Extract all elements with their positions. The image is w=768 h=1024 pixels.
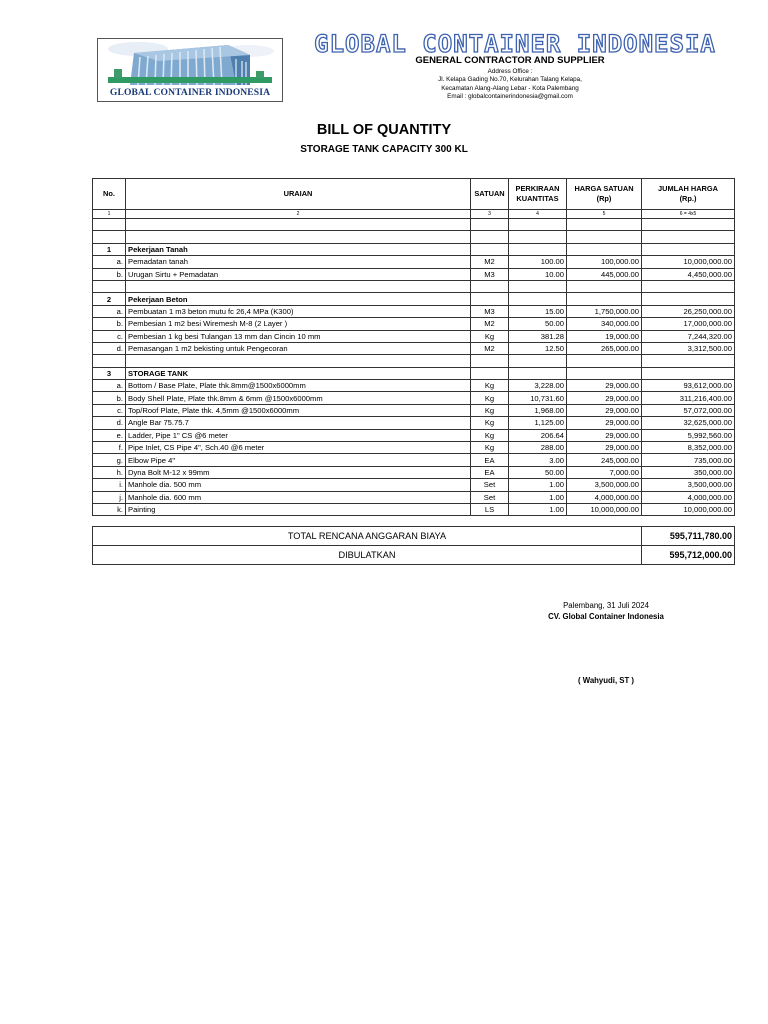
item-unit: Kg xyxy=(471,392,509,404)
empty-cell xyxy=(93,355,126,367)
table-footer xyxy=(93,516,735,565)
document-title: BILL OF QUANTITY xyxy=(316,122,452,138)
item-description: Manhole dia. 500 mm xyxy=(126,479,471,491)
item-number: c. xyxy=(93,330,126,342)
total-label: TOTAL RENCANA ANGGARAN BIAYA xyxy=(93,527,642,546)
item-row xyxy=(93,268,735,280)
spacer-cell xyxy=(93,516,735,527)
item-quantity: 288.00 xyxy=(509,442,567,454)
item-description: Body Shell Plate, Plate thk.8mm & 6mm @1500x6000mm xyxy=(126,392,471,404)
empty-cell xyxy=(471,243,509,255)
item-number: j. xyxy=(93,491,126,503)
item-description: Pemasangan 1 m2 bekisting untuk Pengecoran xyxy=(126,342,471,354)
rounded-value: 595,712,000.00 xyxy=(642,546,735,565)
header-uraian: URAIAN xyxy=(126,179,471,210)
empty-cell xyxy=(642,280,735,292)
empty-cell xyxy=(509,293,567,305)
item-row xyxy=(93,256,735,268)
item-row xyxy=(93,466,735,478)
item-row xyxy=(93,342,735,354)
section-number: 2 xyxy=(93,293,126,305)
section-row xyxy=(93,243,735,255)
item-unit-price: 29,000.00 xyxy=(567,404,642,416)
item-description: Pipe Inlet, CS Pipe 4", Sch.40 @6 meter xyxy=(126,442,471,454)
empty-cell xyxy=(567,367,642,379)
item-quantity: 10,731.60 xyxy=(509,392,567,404)
empty-row xyxy=(93,231,735,243)
section-title: Pekerjaan Tanah xyxy=(126,243,471,255)
empty-cell xyxy=(471,367,509,379)
item-unit: Kg xyxy=(471,404,509,416)
item-unit: Set xyxy=(471,491,509,503)
empty-cell xyxy=(509,355,567,367)
header-unit-price-line-1: HARGA SATUAN xyxy=(574,184,634,193)
total-row xyxy=(93,527,735,546)
item-number: e. xyxy=(93,429,126,441)
item-total-price: 32,625,000.00 xyxy=(642,417,735,429)
header-unit-price xyxy=(567,179,642,210)
empty-cell xyxy=(471,231,509,243)
item-unit-price: 29,000.00 xyxy=(567,417,642,429)
item-quantity: 381.28 xyxy=(509,330,567,342)
empty-cell xyxy=(509,219,567,231)
item-unit-price: 29,000.00 xyxy=(567,429,642,441)
item-quantity: 1.00 xyxy=(509,503,567,515)
item-quantity: 1.00 xyxy=(509,491,567,503)
column-index: 6 = 4x5 xyxy=(642,210,735,219)
empty-cell xyxy=(567,231,642,243)
item-description: Pemadatan tanah xyxy=(126,256,471,268)
item-total-price: 735,000.00 xyxy=(642,454,735,466)
empty-cell xyxy=(642,355,735,367)
signature-company: CV. Global Container Indonesia xyxy=(548,612,664,621)
empty-cell xyxy=(471,219,509,231)
header-total-price-line-2: (Rp.) xyxy=(679,194,697,203)
item-quantity: 12.50 xyxy=(509,342,567,354)
item-unit: Kg xyxy=(471,417,509,429)
section-number: 3 xyxy=(93,367,126,379)
item-total-price: 4,450,000.00 xyxy=(642,268,735,280)
header-quantity-line-1: PERKIRAAN xyxy=(515,184,560,193)
item-number: b. xyxy=(93,392,126,404)
header-satuan: SATUAN xyxy=(471,179,509,210)
item-number: i. xyxy=(93,479,126,491)
item-description: Bottom / Base Plate, Plate thk.8mm@1500x6000mm xyxy=(126,380,471,392)
header-total-price xyxy=(642,179,735,210)
item-unit-price: 100,000.00 xyxy=(567,256,642,268)
section-row xyxy=(93,293,735,305)
column-index-row xyxy=(93,210,735,219)
item-unit-price: 29,000.00 xyxy=(567,442,642,454)
item-row xyxy=(93,330,735,342)
empty-cell xyxy=(93,231,126,243)
item-total-price: 93,612,000.00 xyxy=(642,380,735,392)
spacer-row xyxy=(93,516,735,527)
item-total-price: 311,216,400.00 xyxy=(642,392,735,404)
item-row xyxy=(93,404,735,416)
empty-cell xyxy=(471,280,509,292)
logo-caption: GLOBAL CONTAINER INDONESIA xyxy=(109,87,271,98)
item-unit: Kg xyxy=(471,429,509,441)
item-unit-price: 445,000.00 xyxy=(567,268,642,280)
empty-row xyxy=(93,280,735,292)
item-description: Top/Roof Plate, Plate thk. 4,5mm @1500x6000mm xyxy=(126,404,471,416)
empty-cell xyxy=(126,280,471,292)
item-quantity: 206.64 xyxy=(509,429,567,441)
bill-of-quantity-table xyxy=(92,178,735,565)
item-unit: Kg xyxy=(471,442,509,454)
item-unit-price: 1,750,000.00 xyxy=(567,305,642,317)
item-unit: Kg xyxy=(471,330,509,342)
address-label: Address Office : xyxy=(487,68,533,75)
empty-cell xyxy=(642,367,735,379)
item-unit: M2 xyxy=(471,318,509,330)
item-total-price: 3,312,500.00 xyxy=(642,342,735,354)
item-unit-price: 265,000.00 xyxy=(567,342,642,354)
item-unit-price: 245,000.00 xyxy=(567,454,642,466)
item-unit: M3 xyxy=(471,305,509,317)
item-unit: EA xyxy=(471,466,509,478)
item-unit-price: 3,500,000.00 xyxy=(567,479,642,491)
item-row xyxy=(93,429,735,441)
item-unit: M2 xyxy=(471,256,509,268)
item-quantity: 15.00 xyxy=(509,305,567,317)
item-description: Ladder, Pipe 1" CS @6 meter xyxy=(126,429,471,441)
empty-row xyxy=(93,355,735,367)
item-unit-price: 19,000.00 xyxy=(567,330,642,342)
rounded-row xyxy=(93,546,735,565)
empty-cell xyxy=(471,293,509,305)
address-line-1: Jl. Kelapa Gading No.70, Kelurahan Talang Kelapa, xyxy=(438,76,582,83)
item-row xyxy=(93,305,735,317)
total-value: 595,711,780.00 xyxy=(642,527,735,546)
item-number: b. xyxy=(93,268,126,280)
empty-cell xyxy=(509,231,567,243)
item-quantity: 50.00 xyxy=(509,466,567,478)
column-index: 2 xyxy=(126,210,471,219)
item-description: Manhole dia. 600 mm xyxy=(126,491,471,503)
item-description: Dyna Bolt M-12 x 99mm xyxy=(126,466,471,478)
item-description: Pembesian 1 m2 besi Wiremesh M-8 (2 Layer ) xyxy=(126,318,471,330)
section-number: 1 xyxy=(93,243,126,255)
header-quantity xyxy=(509,179,567,210)
item-number: d. xyxy=(93,342,126,354)
empty-cell xyxy=(567,355,642,367)
signature-name: ( Wahyudi, ST ) xyxy=(577,676,635,685)
item-total-price: 10,000,000.00 xyxy=(642,256,735,268)
item-number: k. xyxy=(93,503,126,515)
empty-cell xyxy=(509,367,567,379)
empty-cell xyxy=(93,219,126,231)
item-row xyxy=(93,503,735,515)
header-unit-price-line-2: (Rp) xyxy=(596,194,612,203)
section-title: Pekerjaan Beton xyxy=(126,293,471,305)
address-line-2: Kecamatan Alang-Alang Lebar - Kota Palembang xyxy=(441,85,579,92)
header-total-price-line-1: JUMLAH HARGA xyxy=(658,184,718,193)
item-description: Urugan Sirtu + Pemadatan xyxy=(126,268,471,280)
item-number: a. xyxy=(93,380,126,392)
empty-cell xyxy=(567,280,642,292)
header-no: No. xyxy=(93,179,126,210)
item-quantity: 3.00 xyxy=(509,454,567,466)
signature-place-date: Palembang, 31 Juli 2024 xyxy=(563,601,649,610)
item-row xyxy=(93,454,735,466)
header-quantity-line-2: KUANTITAS xyxy=(516,194,559,203)
item-quantity: 50.00 xyxy=(509,318,567,330)
empty-cell xyxy=(126,355,471,367)
empty-cell xyxy=(642,231,735,243)
item-total-price: 10,000,000.00 xyxy=(642,503,735,515)
column-index: 1 xyxy=(93,210,126,219)
item-number: f. xyxy=(93,442,126,454)
company-name: GLOBAL CONTAINER INDONESIA xyxy=(314,30,716,58)
item-description: Painting xyxy=(126,503,471,515)
item-description: Pembesian 1 kg besi Tulangan 13 mm dan Cincin 10 mm xyxy=(126,330,471,342)
item-unit-price: 10,000,000.00 xyxy=(567,503,642,515)
item-unit-price: 7,000.00 xyxy=(567,466,642,478)
item-total-price: 4,000,000.00 xyxy=(642,491,735,503)
item-number: h. xyxy=(93,466,126,478)
item-unit: M2 xyxy=(471,342,509,354)
empty-cell xyxy=(509,280,567,292)
item-total-price: 17,000,000.00 xyxy=(642,318,735,330)
item-number: a. xyxy=(93,256,126,268)
empty-cell xyxy=(642,219,735,231)
empty-cell xyxy=(93,280,126,292)
section-row xyxy=(93,367,735,379)
item-row xyxy=(93,417,735,429)
table-body xyxy=(93,219,735,516)
company-tagline: GENERAL CONTRACTOR AND SUPPLIER xyxy=(415,55,605,66)
item-unit-price: 29,000.00 xyxy=(567,392,642,404)
item-unit: LS xyxy=(471,503,509,515)
empty-cell xyxy=(126,219,471,231)
item-total-price: 26,250,000.00 xyxy=(642,305,735,317)
item-number: c. xyxy=(93,404,126,416)
rounded-label: DIBULATKAN xyxy=(93,546,642,565)
item-row xyxy=(93,318,735,330)
empty-cell xyxy=(642,243,735,255)
item-row xyxy=(93,442,735,454)
empty-cell xyxy=(642,293,735,305)
item-number: g. xyxy=(93,454,126,466)
item-unit: EA xyxy=(471,454,509,466)
item-unit-price: 29,000.00 xyxy=(567,380,642,392)
item-quantity: 1,968.00 xyxy=(509,404,567,416)
item-description: Elbow Pipe 4" xyxy=(126,454,471,466)
document-subtitle: STORAGE TANK CAPACITY 300 KL xyxy=(300,144,468,155)
column-index: 3 xyxy=(471,210,509,219)
item-row xyxy=(93,380,735,392)
empty-cell xyxy=(471,355,509,367)
empty-cell xyxy=(567,293,642,305)
item-unit: M3 xyxy=(471,268,509,280)
item-quantity: 10.00 xyxy=(509,268,567,280)
company-email: Email : globalcontainerindonesia@gmail.com xyxy=(447,93,573,100)
item-quantity: 1.00 xyxy=(509,479,567,491)
item-row xyxy=(93,479,735,491)
item-quantity: 3,228.00 xyxy=(509,380,567,392)
item-total-price: 7,244,320.00 xyxy=(642,330,735,342)
company-logo xyxy=(97,38,283,102)
item-quantity: 1,125.00 xyxy=(509,417,567,429)
empty-cell xyxy=(567,219,642,231)
item-unit: Kg xyxy=(471,380,509,392)
table-header-row xyxy=(93,179,735,210)
empty-row xyxy=(93,219,735,231)
item-total-price: 5,992,560.00 xyxy=(642,429,735,441)
item-row xyxy=(93,491,735,503)
empty-cell xyxy=(126,231,471,243)
column-index: 4 xyxy=(509,210,567,219)
item-unit-price: 340,000.00 xyxy=(567,318,642,330)
empty-cell xyxy=(567,243,642,255)
item-total-price: 8,352,000.00 xyxy=(642,442,735,454)
item-number: b. xyxy=(93,318,126,330)
item-total-price: 3,500,000.00 xyxy=(642,479,735,491)
item-unit: Set xyxy=(471,479,509,491)
item-total-price: 57,072,000.00 xyxy=(642,404,735,416)
item-total-price: 350,000.00 xyxy=(642,466,735,478)
item-quantity: 100.00 xyxy=(509,256,567,268)
item-unit-price: 4,000,000.00 xyxy=(567,491,642,503)
section-title: STORAGE TANK xyxy=(126,367,471,379)
column-index: 5 xyxy=(567,210,642,219)
item-row xyxy=(93,392,735,404)
item-description: Angle Bar 75.75.7 xyxy=(126,417,471,429)
item-number: d. xyxy=(93,417,126,429)
item-description: Pembuatan 1 m3 beton mutu fc 26,4 MPa (K300) xyxy=(126,305,471,317)
item-number: a. xyxy=(93,305,126,317)
empty-cell xyxy=(509,243,567,255)
